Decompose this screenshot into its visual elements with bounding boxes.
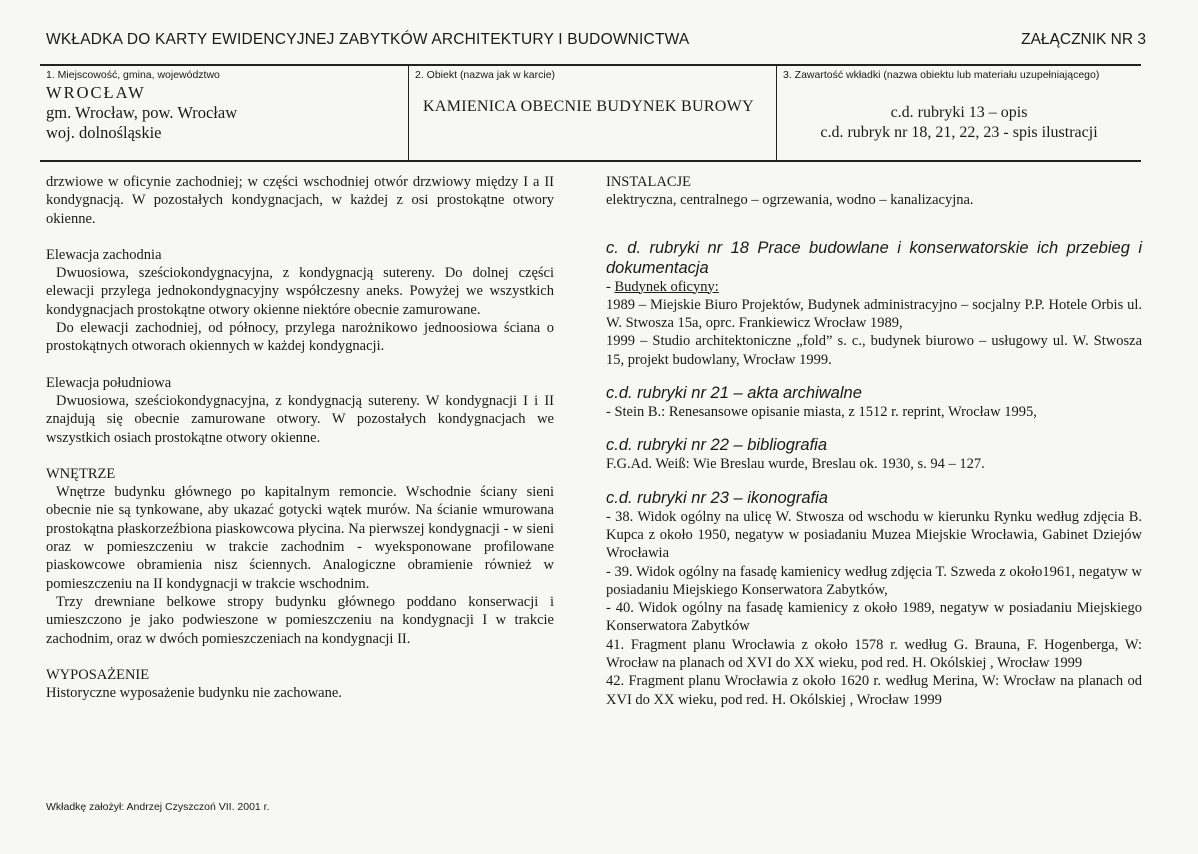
attachment-number: ZAŁĄCZNIK NR 3: [1021, 31, 1146, 48]
section-21-entry: - Stein B.: Renesansowe opisanie miasta, z 1512 r. reprint, Wrocław 1995,: [606, 404, 1037, 421]
contents-box: [776, 64, 1141, 162]
object-name: KAMIENICA OBECNIE BUDYNEK BUROWY: [423, 98, 754, 115]
interior-paragraph-2: Trzy drewniane belkowe stropy budynku głównego poddano konserwacji i umieszczono je jako podwieszone w pomieszczeniu na kondygnacji I w trakcie zachodnim, oraz w dwóch pomieszczeniach na kondygnacji II.: [46, 593, 554, 647]
section-18-entry-2: 1999 – Studio architektoniczne „fold” s. c., budynek biurowo – usługowy ul. W. Stwosza 15, projekt budowlany, Wrocław 1999.: [606, 333, 1142, 368]
interior-heading: WNĘTRZE: [46, 465, 116, 482]
document-title: WKŁADKA DO KARTY EWIDENCYJNEJ ZABYTKÓW ARCHITEKTURY I BUDOWNICTWA: [46, 31, 690, 48]
south-elevation-heading: Elewacja południowa: [46, 374, 172, 391]
south-elevation-paragraph: Dwuosiowa, sześciokondygnacyjna, z kondygnacją sutereny. W kondygnacji I i II znajdują się obecnie zamurowane otwory. W pozostałych kondygnacjach we wszystkich osiach prostokątne otwory okienne.: [46, 392, 554, 446]
installations-heading: INSTALACJE: [606, 174, 692, 190]
iconography-item: 41. Fragment planu Wrocławia z około 1578 r. według G. Brauna, F. Hogenberga, W: Wrocław na planach od XVI do XX wieku, pod red. H. Okólskiej , Wrocław 1999: [606, 636, 1142, 672]
west-elevation-paragraph-2: Do elewacji zachodniej, od północy, przylega narożnikowo jednoosiowa ściana o prostokątnych otworach okiennych w każdej kondygnacji.: [46, 320, 554, 355]
section-22-heading: c.d. rubryki nr 22 – bibliografia: [606, 436, 828, 455]
section-18-subheading: [606, 278, 1142, 296]
voivodeship: woj. dolnośląskie: [46, 123, 162, 142]
west-elevation-heading: Elewacja zachodnia: [46, 246, 162, 263]
municipality: gm. Wrocław, pow. Wrocław: [46, 103, 238, 122]
section-21-heading: c.d. rubryki nr 21 – akta archiwalne: [606, 384, 862, 403]
west-elevation-paragraph-1: Dwuosiowa, sześciokondygnacyjna, z kondygnacją sutereny. Do dolnej części elewacji przylega jednokondygnacyjny współczesny aneks. Powyżej we wszystkich kondygnacjach prostokątne otwory okienne niektóre obecnie zamurowane.: [46, 265, 554, 318]
section-18-subheading-text: Budynek oficyny:: [614, 278, 719, 295]
contents-line-1: c.d. rubryki 13 – opis: [890, 104, 1028, 121]
object-label: 2. Obiekt (nazwa jak w karcie): [415, 69, 556, 81]
iconography-item: 42. Fragment planu Wrocławia z około 1620 r. według Merina, W: Wrocław na planach od XVI do XX wieku, pod red. H. Okólskiej , Wrocław 1999: [606, 673, 1142, 708]
iconography-item: - 38. Widok ogólny na ulicę W. Stwosza od wschodu w kierunku Rynku według zdjęcia B. Kupca z około 1950, negatyw w posiadaniu Muzea Miejskie Wrocławia, Gabinet Dziejów Wrocławia: [606, 508, 1142, 562]
intro-paragraph: drzwiowe w oficynie zachodniej; w części wschodniej otwór drzwiowy między I a II kondygnacją. W pozostałych kondygnacjach, w każdej z osi prostokątne otwory okienne.: [46, 174, 554, 227]
iconography-item: - 40. Widok ogólny na fasadę kamienicy z około 1989, negatyw w posiadaniu Miejskiego Konserwatora Zabytków: [606, 600, 1142, 635]
interior-paragraph-1: Wnętrze budynku głównego po kapitalnym remoncie. Wschodnie ściany sieni obecnie nie są tynkowane, aby ukazać gotycki wątek murów. Na ścianie wmurowana prostokątna płaskorzeźbiona piaskowcowa płycina. Na pierwszej kondygnacji - w sieni oraz w pomieszczeniu w trakcie zachodnim - wyeksponowane profilowane piaskowcowe obramienia nisz ściennych. Analogiczne obramienie również w pomieszczeniu na II kondygnacji w trakcie wschodnim.: [46, 484, 554, 592]
section-18-heading: c. d. rubryki nr 18 Prace budowlane i konserwatorskie ich przebieg i dokumentacja: [606, 238, 1142, 277]
object-box: [408, 64, 777, 162]
equipment-paragraph: Historyczne wyposażenie budynku nie zachowane.: [46, 685, 342, 702]
contents-line-2: c.d. rubryk nr 18, 21, 22, 23 - spis ilustracji: [820, 124, 1098, 141]
iconography-item: - 39. Widok ogólny na fasadę kamienicy według zdjęcia T. Szweda z około1961, negatyw w posiadaniu Miejskiego Konserwatora Zabytków,: [606, 563, 1142, 598]
right-column: [606, 173, 1142, 709]
section-22-entry: F.G.Ad. Weiß: Wie Breslau wurde, Breslau ok. 1930, s. 94 – 127.: [606, 456, 985, 473]
equipment-heading: WYPOSAŻENIE: [46, 666, 150, 683]
contents-label: 3. Zawartość wkładki (nazwa obiektu lub materiału uzupełniającego): [783, 69, 1100, 81]
location-box: [40, 64, 408, 162]
section-18-subheading-dash: -: [606, 278, 615, 295]
installations-paragraph: elektryczna, centralnego – ogrzewania, wodno – kanalizacyjna.: [606, 192, 974, 209]
city-name: WROCŁAW: [46, 83, 146, 102]
section-18-entry-1: 1989 – Miejskie Biuro Projektów, Budynek administracyjno – socjalny P.P. Hotele Orbis ul. W. Stwosza 15a, oprc. Frankiewicz Wrocław 1989,: [606, 296, 1142, 332]
left-column: [46, 173, 554, 702]
location-label: 1. Miejscowość, gmina, województwo: [46, 69, 220, 81]
author-footer: Wkładkę założył: Andrzej Czyszczoń VII. 2001 r.: [46, 801, 270, 813]
section-23-heading: c.d. rubryki nr 23 – ikonografia: [606, 488, 828, 507]
